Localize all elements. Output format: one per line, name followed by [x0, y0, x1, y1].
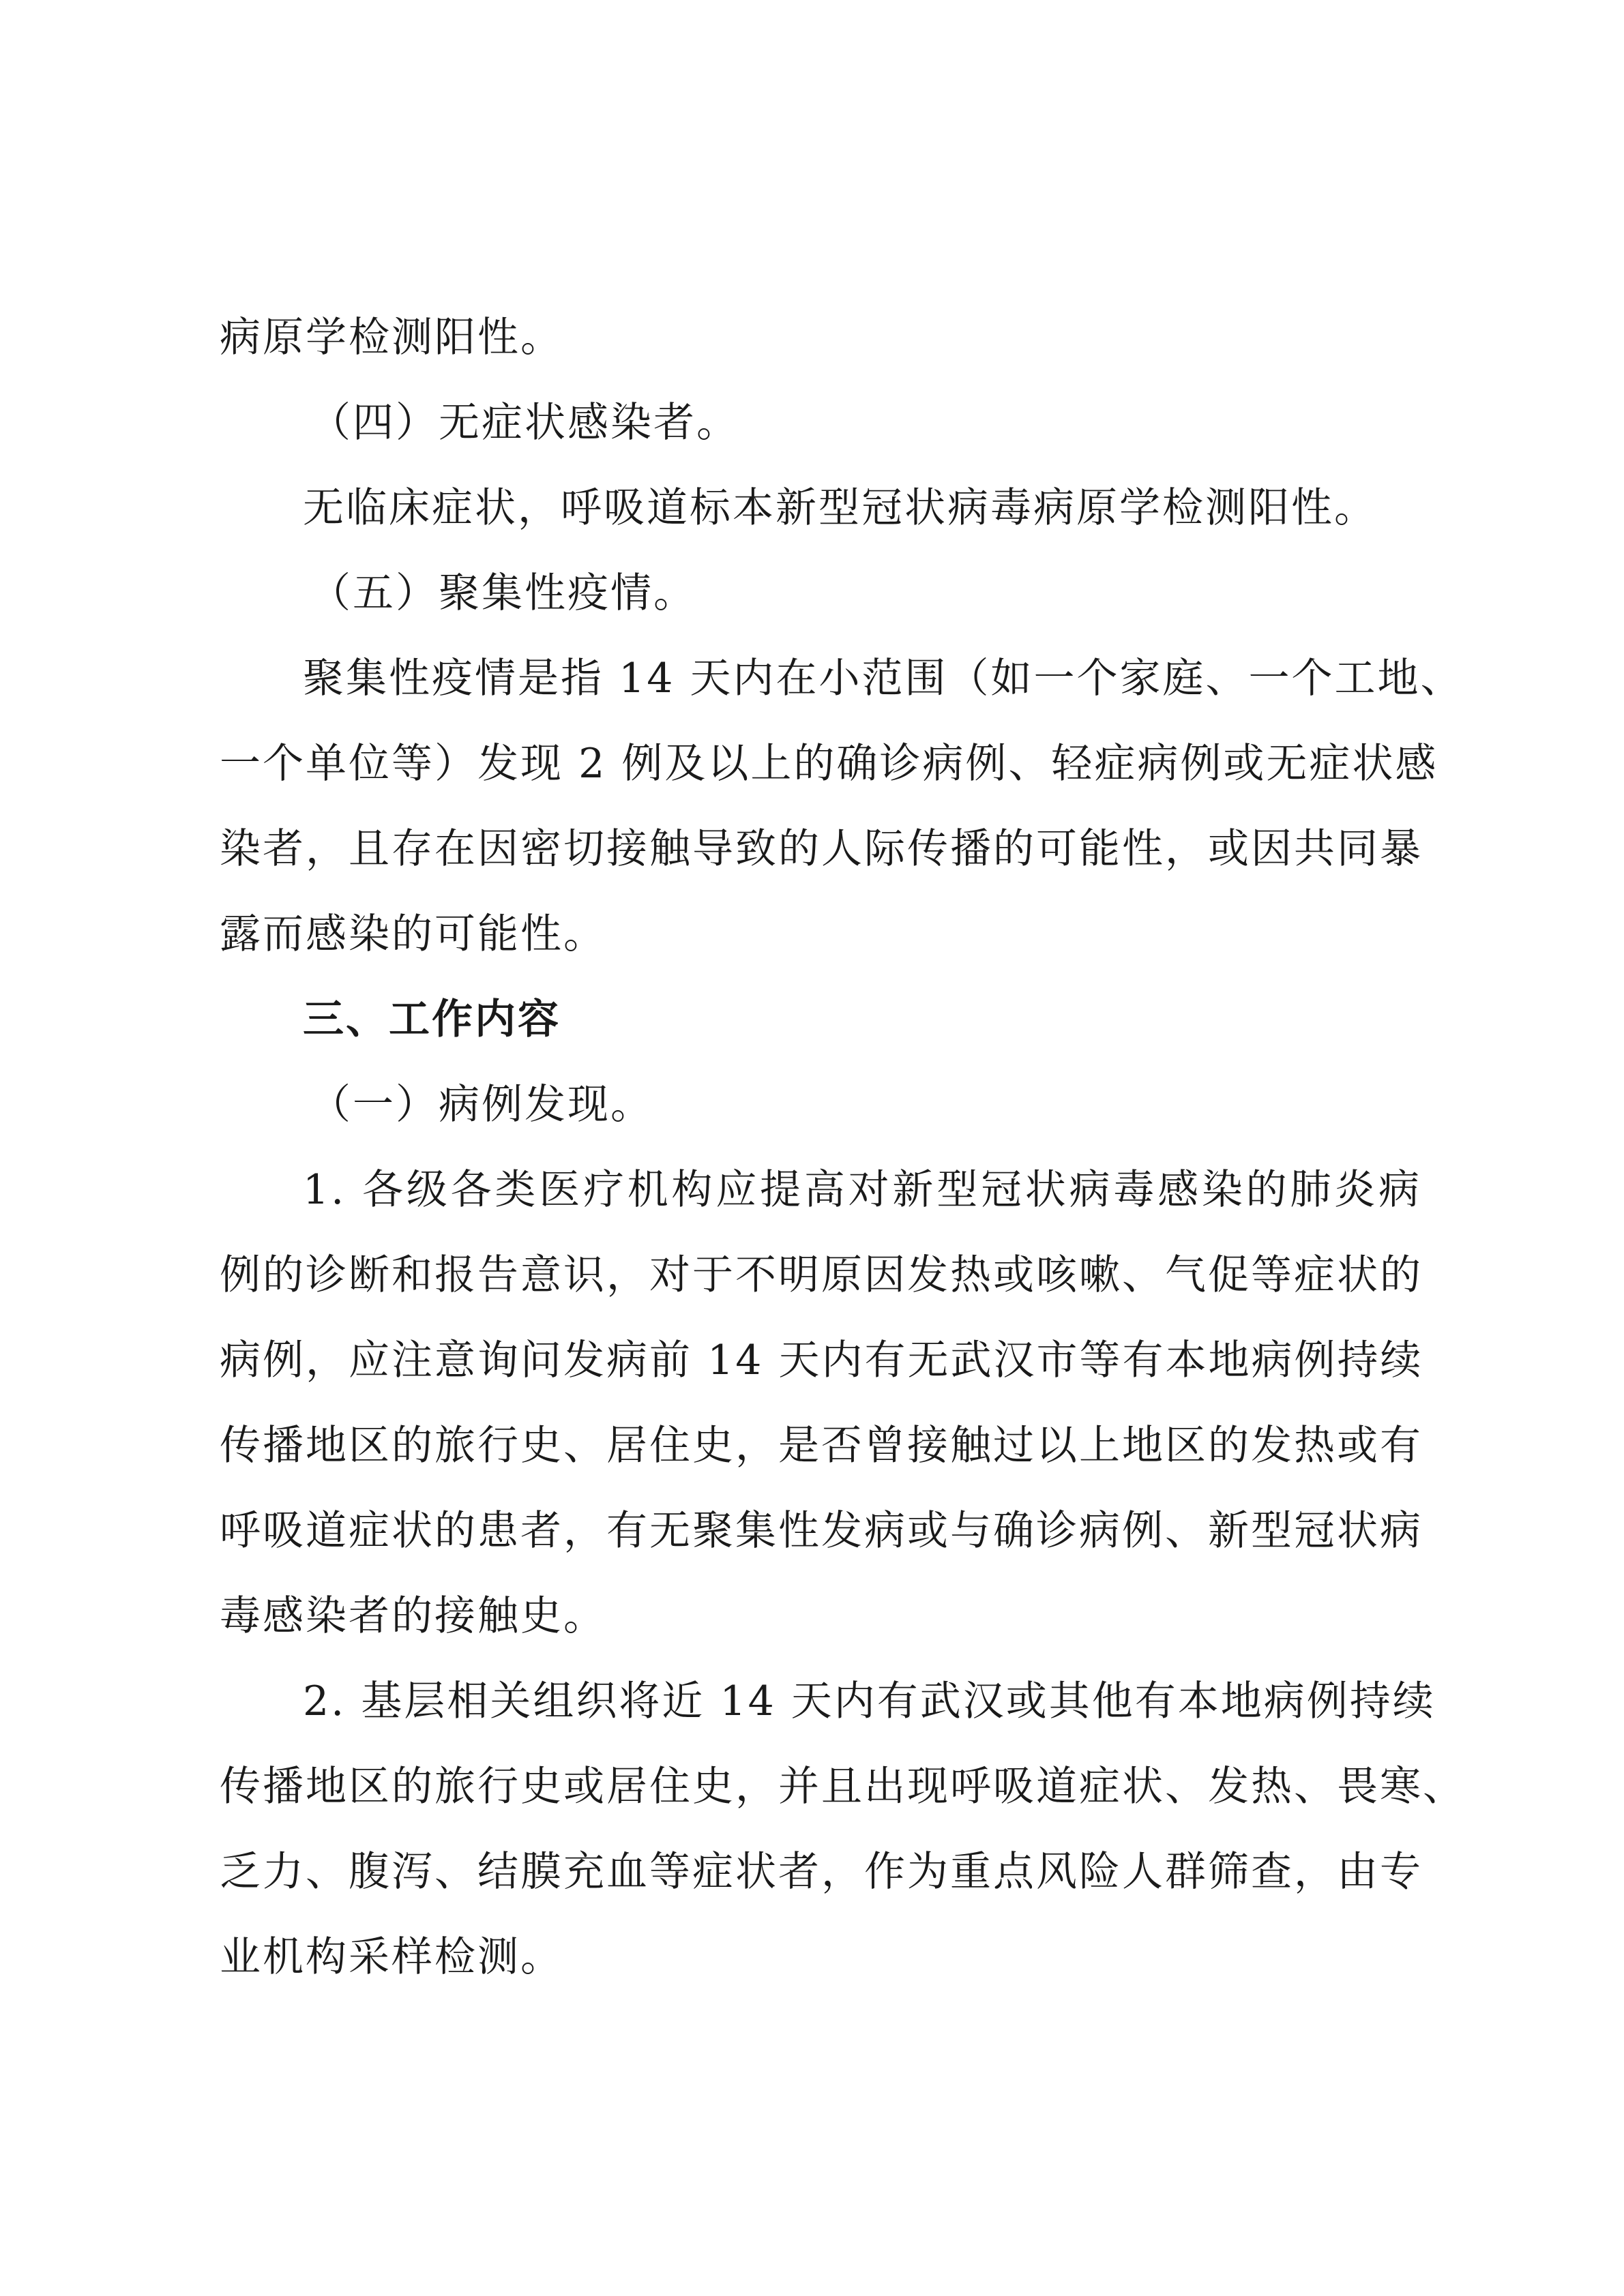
section-heading: （四）无症状感染者。	[310, 399, 739, 447]
paragraph-line: 一个单位等）发现 2 例及以上的确诊病例、轻症病例或无症状感	[220, 740, 1438, 788]
section-heading: （五）聚集性疫情。	[310, 569, 696, 617]
paragraph-line: 传播地区的旅行史、居住史，是否曾接触过以上地区的发热或有	[220, 1422, 1423, 1470]
paragraph-line: 呼吸道症状的患者，有无聚集性发病或与确诊病例、新型冠状病	[220, 1507, 1423, 1555]
paragraph-line: 业机构采样检测。	[220, 1933, 563, 1981]
paragraph-line: 无临床症状，呼吸道标本新型冠状病毒病原学检测阳性。	[303, 484, 1377, 532]
chapter-heading: 三、工作内容	[303, 996, 561, 1043]
paragraph-line: 2. 基层相关组织将近 14 天内有武汉或其他有本地病例持续	[303, 1678, 1436, 1725]
paragraph-line: 染者，且存在因密切接触导致的人际传播的可能性，或因共同暴	[220, 825, 1423, 873]
paragraph-line: 1. 各级各类医疗机构应提高对新型冠状病毒感染的肺炎病	[303, 1166, 1421, 1214]
paragraph-line: 病例，应注意询问发病前 14 天内有无武汉市等有本地病例持续	[220, 1337, 1423, 1384]
paragraph-line: 毒感染者的接触史。	[220, 1592, 606, 1640]
paragraph-line: 乏力、腹泻、结膜充血等症状者，作为重点风险人群筛查，由专	[220, 1848, 1423, 1896]
paragraph-line: 例的诊断和报告意识，对于不明原因发热或咳嗽、气促等症状的	[220, 1251, 1423, 1299]
paragraph-line: 传播地区的旅行史或居住史，并且出现呼吸道症状、发热、畏寒、	[220, 1763, 1466, 1810]
section-heading: （一）病例发现。	[310, 1081, 653, 1129]
paragraph-line: 病原学检测阳性。	[220, 314, 563, 361]
paragraph-line: 聚集性疫情是指 14 天内在小范围（如一个家庭、一个工地、	[303, 655, 1464, 702]
paragraph-line: 露而感染的可能性。	[220, 910, 606, 958]
